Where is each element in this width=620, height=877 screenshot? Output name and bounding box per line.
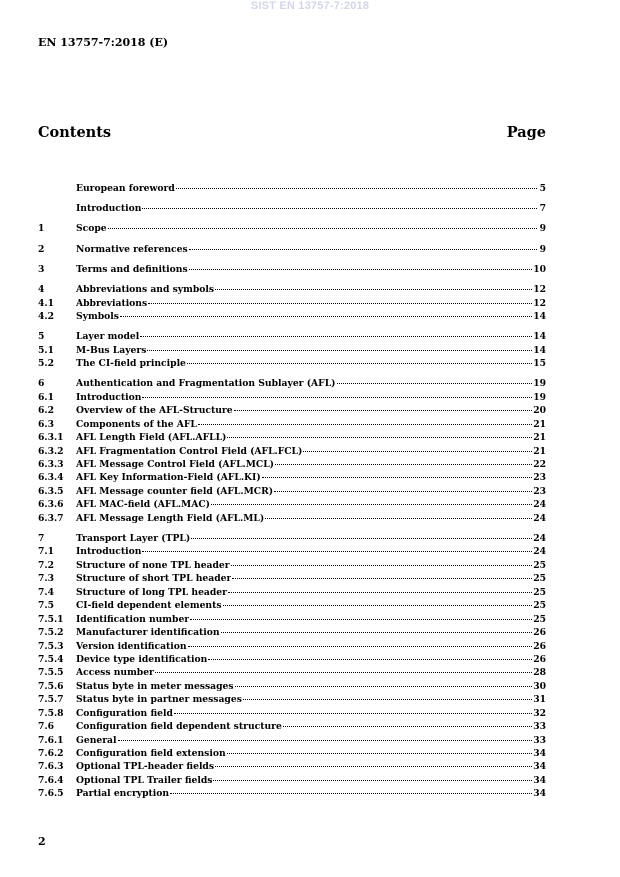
toc-entry-page: 19	[533, 378, 546, 390]
toc-entry-page: 28	[533, 667, 546, 679]
toc-entry[interactable]	[38, 512, 546, 525]
toc-entry[interactable]	[38, 263, 546, 276]
toc-dot-leader	[235, 686, 533, 687]
document-id: EN 13757-7:2018 (E)	[38, 36, 169, 49]
toc-dot-leader	[187, 363, 532, 364]
toc-entry-title: Optional TPL Trailer fields	[76, 774, 213, 786]
toc-entry-title: Status byte in partner messages	[76, 694, 242, 706]
toc-entry-title: Structure of short TPL header	[76, 573, 232, 585]
toc-entry-title: Introduction	[76, 391, 142, 403]
toc-dot-leader	[118, 740, 533, 741]
toc-entry-number: 7.5.5	[38, 667, 64, 679]
toc-entry-title: Structure of none TPL header	[76, 559, 230, 571]
toc-entry-page: 33	[533, 734, 546, 746]
toc-entry-title: Access number	[76, 667, 154, 679]
toc-entry[interactable]	[38, 330, 546, 343]
toc-entry[interactable]	[38, 498, 546, 511]
toc-entry-title: AFL Length Field (AFL.AFLL)	[76, 432, 227, 444]
toc-entry[interactable]	[38, 586, 546, 599]
toc-dot-leader	[275, 464, 532, 465]
toc-entry[interactable]	[38, 182, 546, 195]
toc-entry-title: Introduction	[76, 203, 142, 215]
toc-entry-page: 7	[539, 203, 546, 215]
toc-entry-title: Configuration field extension	[76, 748, 226, 759]
toc-entry[interactable]	[38, 222, 546, 235]
toc-entry-number: 1	[38, 223, 45, 235]
toc-entry-title: AFL Fragmentation Control Field (AFL.FCL)	[76, 445, 303, 457]
toc-entry-title: The CI-field principle	[76, 358, 186, 370]
toc-entry-page: 34	[533, 748, 546, 759]
toc-entry[interactable]	[38, 404, 546, 417]
watermark: SIST EN 13757-7:2018	[250, 0, 370, 12]
toc-entry-page: 9	[539, 223, 546, 235]
toc-entry-number: 6.1	[38, 391, 54, 403]
toc-entry-title: Device type identification	[76, 653, 208, 665]
toc-entry-page: 14	[533, 331, 546, 343]
toc-entry-number: 6.3.6	[38, 499, 64, 511]
toc-entry-page: 31	[533, 694, 546, 706]
toc-entry-title: Components of the AFL	[76, 418, 197, 430]
toc-entry-page: 15	[533, 358, 546, 370]
toc-entry-number: 7.6.2	[38, 748, 64, 759]
toc-entry[interactable]	[38, 445, 546, 458]
toc-entry-number: 2	[38, 243, 45, 255]
toc-entry-title: Abbreviations and symbols	[76, 284, 215, 296]
toc-dot-leader	[274, 491, 532, 492]
toc-entry[interactable]	[38, 559, 546, 572]
toc-entry-number: 6.3.5	[38, 485, 64, 497]
toc-entry-page: 14	[533, 344, 546, 356]
toc-entry-page: 34	[533, 761, 546, 773]
toc-entry-number: 7.3	[38, 573, 54, 585]
toc-entry[interactable]	[38, 653, 546, 666]
toc-entry-number: 4.1	[38, 297, 54, 309]
page-number: 2	[38, 835, 46, 848]
toc-entry[interactable]	[38, 297, 546, 310]
toc-entry-page: 33	[533, 721, 546, 733]
toc-dot-leader	[108, 228, 537, 229]
toc-entry[interactable]	[38, 283, 546, 296]
toc-entry[interactable]	[38, 202, 546, 215]
toc-entry-number: 6	[38, 378, 45, 390]
toc-entry-number: 5.1	[38, 344, 54, 356]
toc-entry[interactable]	[38, 787, 546, 800]
toc-entry[interactable]	[38, 310, 546, 323]
toc-dot-leader	[176, 188, 537, 189]
toc-entry-number: 6.3	[38, 418, 54, 430]
toc-entry-number: 6.3.3	[38, 459, 64, 471]
toc-entry-number: 7.5.3	[38, 640, 64, 652]
toc-entry-title: Authentication and Fragmentation Sublayer (AFL)	[76, 378, 336, 390]
toc-entry-number: 7.5.2	[38, 627, 64, 639]
toc-entry-number: 7.5.1	[38, 613, 64, 625]
toc-entry-page: 25	[533, 600, 546, 612]
toc-entry-title: Abbreviations	[76, 297, 148, 309]
toc-dot-leader	[174, 713, 532, 714]
toc-dot-leader	[211, 504, 532, 505]
toc-dot-leader	[227, 437, 532, 438]
toc-entry-title: AFL MAC-field (AFL.MAC)	[76, 499, 210, 511]
toc-entry-page: 23	[533, 472, 546, 484]
toc-entry-title: Introduction	[76, 546, 142, 558]
toc-entry-title: Status byte in meter messages	[76, 680, 234, 692]
toc-entry-number: 6.3.1	[38, 432, 64, 444]
toc-entry-page: 24	[533, 533, 546, 544]
toc-entry[interactable]	[38, 747, 546, 760]
toc-entry-page: 24	[533, 546, 546, 558]
toc-entry[interactable]	[38, 734, 546, 747]
toc-dot-leader	[148, 303, 532, 304]
toc-entry-page: 34	[533, 788, 546, 800]
toc-entry[interactable]	[38, 532, 546, 545]
toc-entry-title: General	[76, 734, 117, 746]
toc-entry-page: 25	[533, 586, 546, 598]
toc-entry-page: 25	[533, 559, 546, 571]
toc-dot-leader	[140, 336, 532, 337]
toc-entry-title: AFL Key Information-Field (AFL.KI)	[76, 472, 261, 484]
toc-entry-number: 7.5.4	[38, 653, 64, 665]
toc-dot-leader	[142, 551, 532, 552]
toc-entry-page: 21	[533, 432, 546, 444]
toc-entry[interactable]	[38, 572, 546, 585]
toc-entry-number: 7.6	[38, 721, 54, 733]
toc-entry-page: 12	[533, 297, 546, 309]
toc-dot-leader	[337, 383, 533, 384]
toc-dot-leader	[189, 269, 533, 270]
toc-entry[interactable]	[38, 471, 546, 484]
contents-header	[38, 124, 546, 141]
toc-entry-title: CI-field dependent elements	[76, 600, 222, 612]
toc-entry-title: Structure of long TPL header	[76, 586, 227, 598]
toc-dot-leader	[170, 793, 532, 794]
toc-entry-number: 6.2	[38, 405, 54, 417]
toc-entry-title: Terms and definitions	[76, 263, 188, 275]
toc-entry-number: 7.5.6	[38, 680, 64, 692]
toc-entry-number: 7.5.8	[38, 707, 64, 719]
toc-entry-page: 25	[533, 613, 546, 625]
toc-entry-title: Transport Layer (TPL)	[76, 533, 191, 544]
toc-entry[interactable]	[38, 377, 546, 390]
toc-dot-leader	[155, 672, 532, 673]
toc-dot-leader	[223, 605, 533, 606]
toc-dot-leader	[215, 289, 532, 290]
toc-entry-number: 7	[38, 533, 45, 544]
toc-entry[interactable]	[38, 418, 546, 431]
toc-entry-page: 22	[533, 459, 546, 471]
toc-entry[interactable]	[38, 680, 546, 693]
toc-entry-page: 9	[539, 243, 546, 255]
toc-dot-leader	[303, 451, 532, 452]
toc-entry-title: AFL Message Length Field (AFL.ML)	[76, 512, 265, 524]
toc-entry-title: AFL Message counter field (AFL.MCR)	[76, 485, 274, 497]
toc-dot-leader	[213, 780, 532, 781]
toc-dot-leader	[190, 619, 532, 620]
toc-entry[interactable]	[38, 613, 546, 626]
toc-dot-leader	[189, 249, 537, 250]
contents-title: Contents	[38, 124, 112, 141]
toc-entry-title: Normative references	[76, 243, 188, 255]
toc-entry-page: 21	[533, 418, 546, 430]
toc-entry-number: 5	[38, 331, 45, 343]
toc-entry-page: 24	[533, 499, 546, 511]
toc-entry-number: 7.6.5	[38, 788, 64, 800]
toc-dot-leader	[208, 659, 532, 660]
toc-entry-page: 26	[533, 640, 546, 652]
toc-dot-leader	[234, 410, 533, 411]
toc-entry-number: 4.2	[38, 311, 54, 323]
toc-entry[interactable]	[38, 720, 546, 733]
toc-entry-title: Manufacturer identification	[76, 627, 220, 639]
toc-entry-title: AFL Message Control Field (AFL.MCL)	[76, 459, 275, 471]
toc-entry-title: Layer model	[76, 331, 140, 343]
toc-entry-number: 7.5.7	[38, 694, 64, 706]
toc-entry[interactable]	[38, 760, 546, 773]
toc-dot-leader	[120, 316, 532, 317]
toc-dot-leader	[227, 753, 533, 754]
toc-entry[interactable]	[38, 431, 546, 444]
toc-entry-page: 21	[533, 445, 546, 457]
toc-dot-leader	[215, 766, 532, 767]
toc-entry-page: 26	[533, 627, 546, 639]
toc-entry-number: 5.2	[38, 358, 54, 370]
toc-entry-title: Partial encryption	[76, 788, 170, 800]
toc-entry-page: 14	[533, 311, 546, 323]
toc-dot-leader	[191, 538, 532, 539]
toc-entry-page: 26	[533, 653, 546, 665]
toc-entry[interactable]	[38, 357, 546, 370]
toc-entry-title: Scope	[76, 223, 107, 235]
toc-entry-title: Configuration field dependent structure	[76, 721, 282, 733]
toc-dot-leader	[265, 518, 532, 519]
table-of-contents	[38, 182, 546, 801]
toc-entry-number: 7.4	[38, 586, 54, 598]
toc-entry[interactable]	[38, 458, 546, 471]
toc-entry-page: 30	[533, 680, 546, 692]
toc-entry-page: 25	[533, 573, 546, 585]
toc-entry[interactable]	[38, 774, 546, 787]
toc-entry-title: Overview of the AFL-Structure	[76, 405, 233, 417]
toc-entry-number: 7.6.4	[38, 774, 64, 786]
toc-entry-number: 6.3.2	[38, 445, 64, 457]
toc-entry-title: Version identification	[76, 640, 187, 652]
toc-entry-page: 10	[533, 263, 546, 275]
toc-entry-page: 24	[533, 512, 546, 524]
toc-entry-page: 12	[533, 284, 546, 296]
page-column-label: Page	[506, 124, 546, 141]
toc-entry-title: Configuration field	[76, 707, 173, 719]
toc-dot-leader	[221, 632, 533, 633]
toc-entry[interactable]	[38, 243, 546, 256]
toc-entry[interactable]	[38, 666, 546, 679]
toc-entry[interactable]	[38, 391, 546, 404]
toc-dot-leader	[198, 424, 532, 425]
toc-entry-page: 23	[533, 485, 546, 497]
toc-entry[interactable]	[38, 707, 546, 720]
toc-entry-page: 32	[533, 707, 546, 719]
toc-entry[interactable]	[38, 485, 546, 498]
toc-entry-page: 20	[533, 405, 546, 417]
toc-entry-number: 6.3.7	[38, 512, 64, 524]
toc-entry[interactable]	[38, 626, 546, 639]
toc-entry-number: 3	[38, 263, 45, 275]
toc-entry[interactable]	[38, 640, 546, 653]
toc-dot-leader	[142, 208, 537, 209]
toc-entry-page: 34	[533, 774, 546, 786]
toc-entry-number: 4	[38, 284, 45, 296]
toc-dot-leader	[283, 726, 532, 727]
toc-entry[interactable]	[38, 693, 546, 706]
toc-entry-page: 5	[539, 183, 546, 194]
toc-entry-number: 6.3.4	[38, 472, 64, 484]
toc-entry-title: Identification number	[76, 613, 190, 625]
toc-dot-leader	[231, 565, 533, 566]
toc-entry-title: Symbols	[76, 311, 119, 323]
toc-entry-number: 7.2	[38, 559, 54, 571]
toc-entry[interactable]	[38, 599, 546, 612]
toc-dot-leader	[147, 350, 532, 351]
toc-entry-number: 7.5	[38, 600, 54, 612]
toc-entry-title: European foreword	[76, 183, 175, 194]
toc-dot-leader	[142, 397, 532, 398]
toc-entry-number: 7.6.3	[38, 761, 64, 773]
toc-dot-leader	[243, 699, 532, 700]
toc-entry-number: 7.6.1	[38, 734, 64, 746]
toc-entry-title: M-Bus Layers	[76, 344, 147, 356]
toc-entry[interactable]	[38, 344, 546, 357]
toc-dot-leader	[188, 646, 533, 647]
toc-entry-title: Optional TPL-header fields	[76, 761, 215, 773]
toc-dot-leader	[232, 578, 532, 579]
toc-dot-leader	[262, 477, 533, 478]
toc-entry[interactable]	[38, 545, 546, 558]
toc-entry-number: 7.1	[38, 546, 54, 558]
toc-dot-leader	[228, 592, 532, 593]
toc-entry-page: 19	[533, 391, 546, 403]
